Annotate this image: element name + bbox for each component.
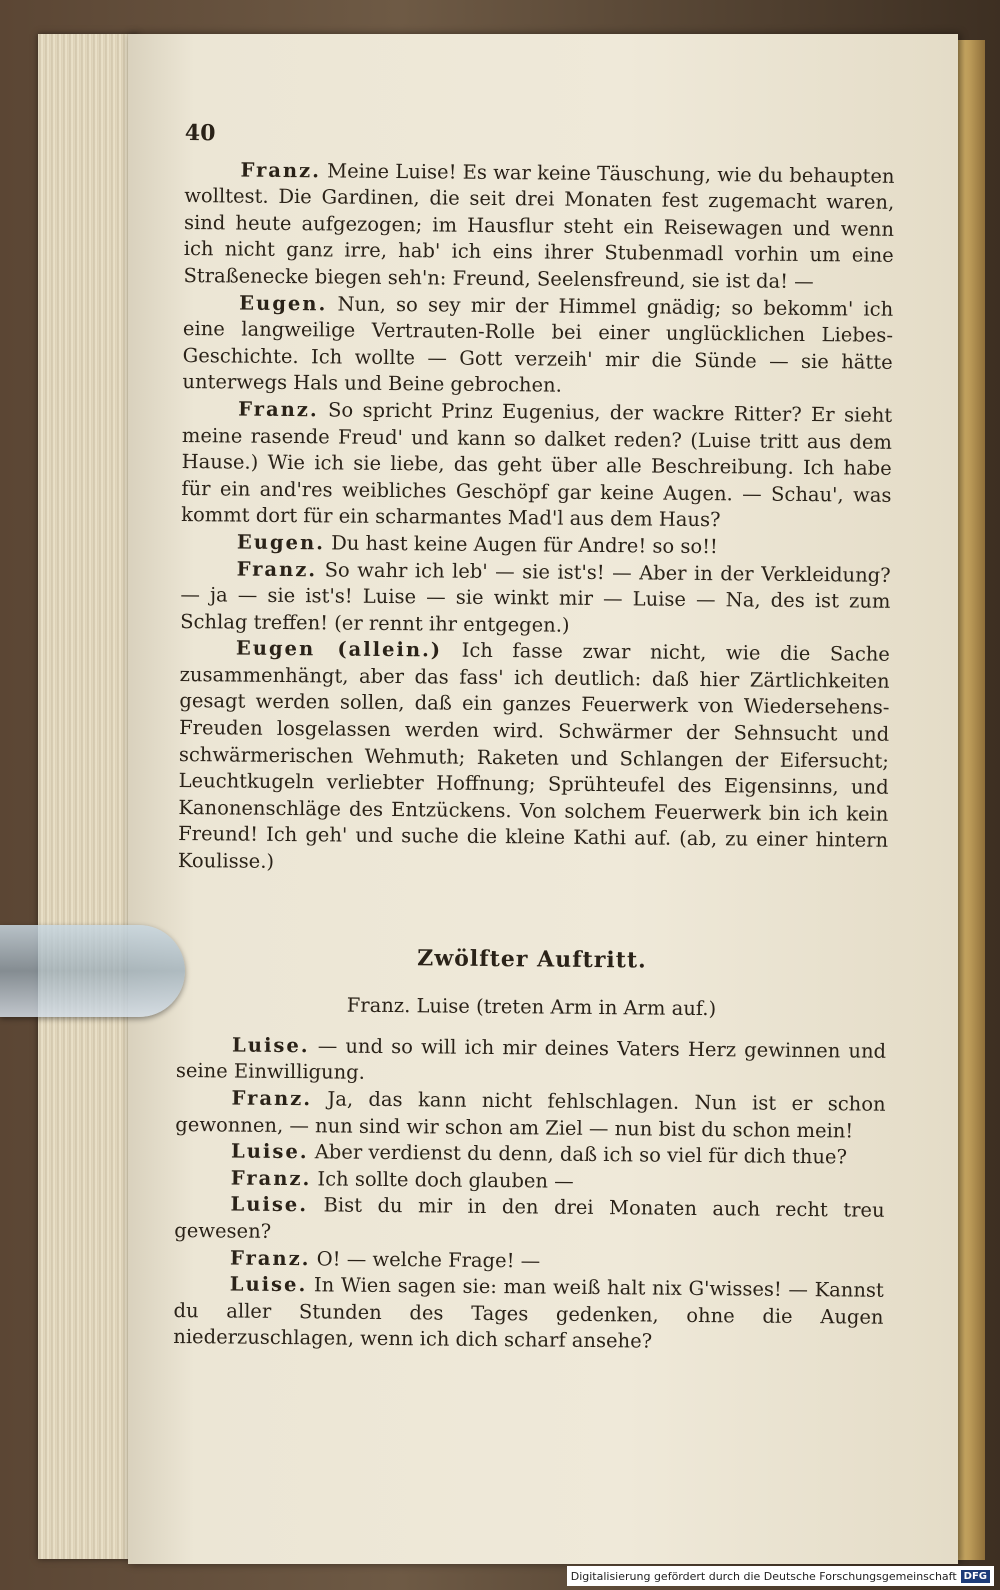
- digitization-credit: [567, 1566, 994, 1586]
- dialogue-text: So wahr ich leb' — sie ist's! — Aber in der Verkleidung? — ja — sie ist's! Luise — sie winkt mir — Luise — Na, des ist zum Schlag treffen! (er rennt ihr entgegen.): [180, 557, 891, 637]
- speaker-name: Luise.: [230, 1139, 309, 1164]
- dialogue-paragraph: [176, 1032, 886, 1092]
- dialogue-paragraph: [181, 396, 892, 536]
- dialogue-text: Nun, so sey mir der Himmel gnädig; so bekomm' ich eine langweilige Vertrauten-Rolle bei einer unglücklichen Liebes-Geschichte. Ich wollte — Gott verzeih' mir die Sünde — sie hätte unterwegs Hals und Beine gebrochen.: [182, 292, 894, 397]
- dialogue-text: So spricht Prinz Eugenius, der wackre Ritter? Er sieht meine rasende Freud' und kann so dalket reden? (Luise tritt aus dem Hause.) Wie ich sie liebe, das geht über alle Beschreibung. Ich habe für ein and'res weibliches Geschöpf gar keine Augen. — Schau', was kommt dort für ein scharmantes Mad'l aus dem Haus?: [181, 398, 893, 532]
- speaker-name: Luise.: [229, 1272, 308, 1297]
- speaker-name: Franz.: [236, 557, 318, 581]
- credit-text: Digitalisierung gefördert durch die Deutsche Forschungsgemeinschaft: [570, 1569, 957, 1583]
- speaker-name: Franz.: [231, 1086, 313, 1111]
- scene-persons: Franz. Luise (treten Arm in Arm auf.): [346, 993, 717, 1021]
- dialogue-paragraph: [180, 555, 891, 642]
- dialogue-paragraph: [175, 1085, 885, 1145]
- speaker-name: Franz.: [238, 397, 319, 422]
- dialogue-text: Bist du mir in den drei Monaten auch recht treu gewesen?: [174, 1193, 885, 1243]
- speaker-name: Franz.: [240, 158, 322, 182]
- speaker-name: Eugen (allein.): [235, 636, 443, 662]
- dialogue-text: Du hast keine Augen für Andre! so so!!: [331, 531, 718, 559]
- dialogue-text: Ich fasse zwar nicht, wie die Sache zusammenhängt, aber das fass' ich deutlich: daß hier Zärtlichkeiten gesagt werden sollen, daß ein ganzes Feuerwerk von Wiedersehens-Freuden losgelassen werden wird. Schwärmer der Sehnsucht und schwärmerischen Wehmuth; Raketen und Schlangen der Eifersucht; Leuchtkugeln verliebter Hoffnung; Sprühteufel des Eigensinns, und Kanonenschläge des Entzückens. Von solchem Feuerwerk bin ich kein Freund! Ich geh' und suche die kleine Kathi auf. (ab, zu einer hintern Koulisse.): [177, 638, 891, 873]
- dialogue-text: In Wien sagen sie: man weiß halt nix G'wisses! — Kannst du aller Stunden des Tages gedenken, ohne die Augen niederzuschlagen, wenn ich dich scharf ansehe?: [173, 1273, 884, 1353]
- page-text: [173, 120, 895, 1358]
- dfg-logo: DFG: [961, 1570, 990, 1583]
- speaker-name: Franz.: [229, 1246, 311, 1270]
- speaker-name: Luise.: [232, 1033, 310, 1058]
- dialogue-paragraph: [178, 635, 890, 881]
- dialogue-paragraph: [182, 290, 893, 403]
- dialogue-paragraph: [183, 157, 894, 297]
- dialogue-text: Aber verdienst du denn, daß ich so viel für dich thue?: [314, 1140, 848, 1169]
- speaker-name: Luise.: [230, 1192, 309, 1217]
- dialogue-text: Meine Luise! Es war keine Täuschung, wie du behaupten wolltest. Die Gardinen, die seit drei Monaten fest zugemacht waren, sind heute aufgezogen; im Hausflur steht ein Reisewagen und wenn ich nicht ganz irre, hab' ich eins ihrer Stubenmadl vorhin um eine Straßenecke biegen seh'n: Freund, Seelensfreund, sie ist da! —: [183, 158, 895, 294]
- dialogue-text: — und so will ich mir deines Vaters Herz gewinnen und seine Einwilligung.: [175, 1034, 887, 1085]
- speaker-name: Eugen.: [239, 291, 328, 315]
- dialogue-text: Ich sollte doch glauben —: [317, 1167, 574, 1193]
- dialogue-text: O! — welche Frage! —: [316, 1246, 541, 1273]
- dialogue-paragraph: [174, 1191, 884, 1251]
- dialogue-text: Ja, das kann nicht fehlschlagen. Nun ist er schon gewonnen, — nun sind wir schon am Ziel — nun bist du schon mein!: [175, 1087, 886, 1143]
- dialogue-paragraph: [173, 1271, 884, 1358]
- page-clip: [0, 925, 185, 1017]
- scene-heading: Zwölfter Auftritt.: [417, 944, 647, 974]
- book-page-edges: [38, 34, 138, 1559]
- speaker-name: Eugen.: [236, 530, 326, 555]
- page-number: 40: [184, 120, 216, 147]
- speaker-name: Franz.: [230, 1166, 312, 1191]
